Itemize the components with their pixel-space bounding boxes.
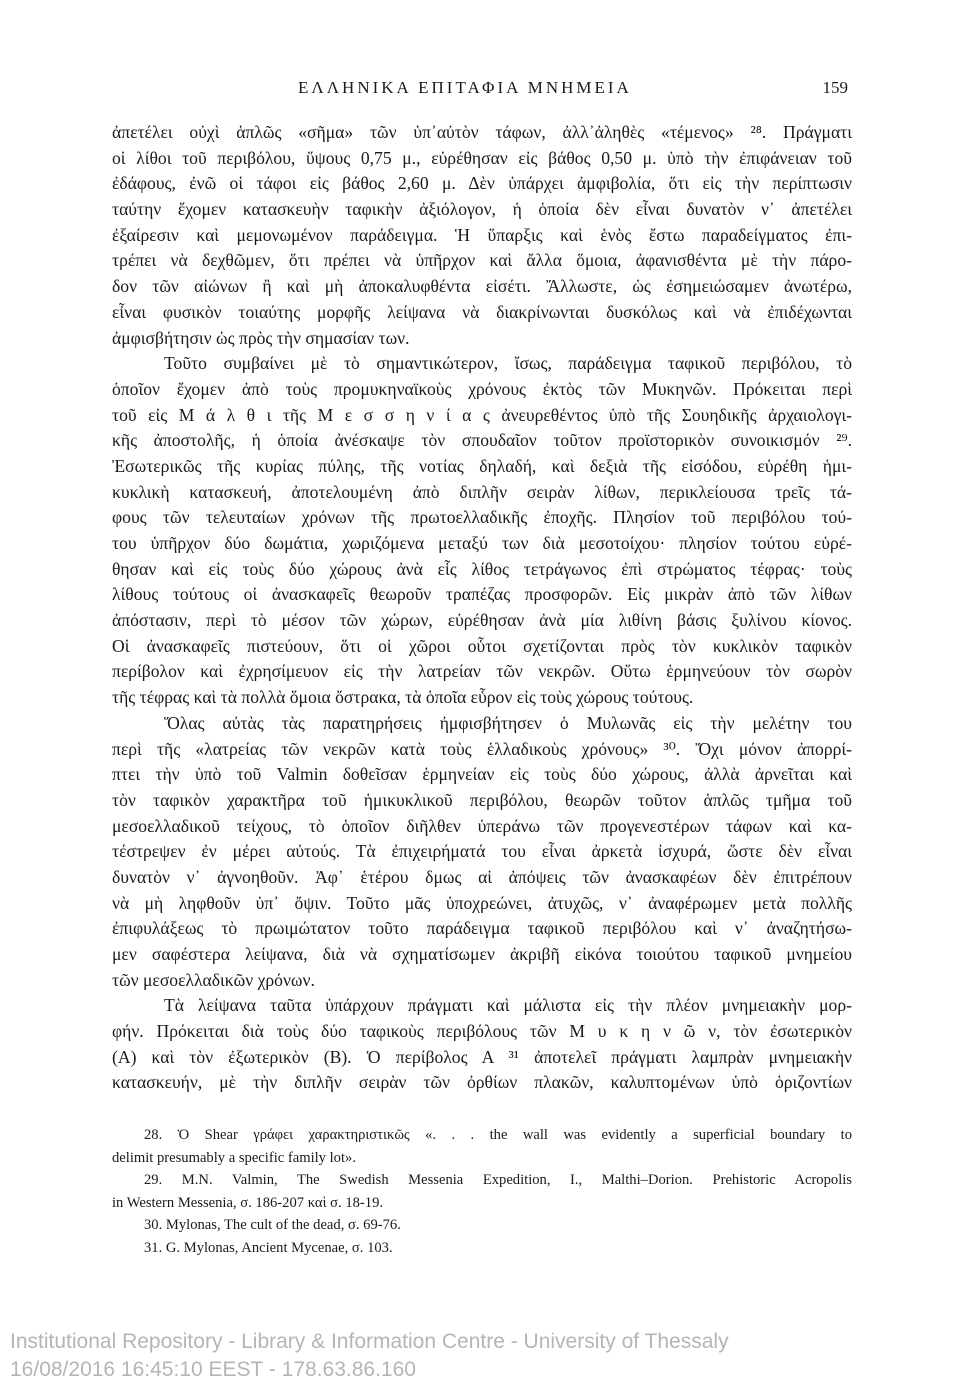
watermark-line: 16/08/2016 16:45:10 EEST - 178.63.86.160 xyxy=(10,1358,416,1381)
body-line: ἐξαίρεσιν καὶ μεμονωμένον παράδειγμα. Ἡ ὕπαρξις καὶ ἑνὸς ἔστω παραδείγματος ἐπι- xyxy=(112,224,852,245)
body-line: θησαν καὶ εἰς τοὺς δύο χώρους ἀνὰ εἷς λίθος τετράγωνος ἐπὶ στρώματος τέφρας· τοὺς xyxy=(112,558,852,579)
body-line: φους τῶν τελευταίων χρόνων τῆς πρωτοελλαδικῆς ἐποχῆς. Πλησίον τοῦ περιβόλου τού- xyxy=(112,507,852,528)
running-title: ΕΛΛΗΝΙΚΑ ΕΠΙΤΑΦΙΑ ΜΝΗΜΕΙΑ xyxy=(298,78,632,97)
body-line: ἐδάφους, ἐνῶ οἱ τάφοι εἰς βάθος 2,60 μ. Δὲν ὑπάρχει ἀμφιβολία, ὅτι εἰς τὴν περίπτωσιν xyxy=(112,173,852,194)
body-line: τοῦ εἰς Μ ά λ θ ι τῆς Μ ε σ σ η ν ί α ς ἀνευρεθέντος ὑπὸ τῆς Σουηδικῆς ἀρχαιολογι- xyxy=(112,404,852,425)
body-text xyxy=(112,120,852,1096)
body-line: ταύτην ἔχομεν κατασκευὴν ταφικὴν ἀξιόλογον, ἡ ὁποία δὲν εἶναι δυνατὸν ν᾽ ἀπετέλει xyxy=(112,199,852,220)
body-line: μεσοελλαδικοῦ τείχους, τὸ ὁποῖον διῆλθεν ὑπεράνω τῶν προγενεστέρων τάφων καὶ κα- xyxy=(112,815,852,836)
footnote-line: in Western Messenia, σ. 186-207 καὶ σ. 18-19. xyxy=(112,1194,384,1211)
body-line: δον τῶν αἰώνων ἢ καὶ μὴ ἀποκαλυφθέντα εἰσέτι. Ἄλλωστε, ὡς ἐσημειώσαμεν ἀνωτέρω, xyxy=(112,276,852,297)
body-line: ἀπετέλει οὐχὶ ἁπλῶς «σῆμα» τῶν ὑπ᾽αὐτὸν τάφων, ἀλλ᾽ἀληθὲς «τέμενος» ²⁸. Πράγματι xyxy=(112,122,852,142)
body-line: Τοῦτο συμβαίνει μὲ τὸ σημαντικώτερον, ἴσως, παράδειγμα ταφικοῦ περιβόλου, τὸ xyxy=(164,353,852,374)
body-line: τῆς τέφρας καὶ τὰ πολλὰ ὅμοια ὄστρακα, τὰ ὁποῖα εὗρον εἰς τοὺς χώρους τούτους. xyxy=(112,687,694,708)
body-line: μεν σαφέστερα λείψανα, διὰ νὰ σχηματίσωμεν ἀκριβῆ εἰκόνα τοιούτου ταφικοῦ μνημείου xyxy=(112,944,852,964)
body-line: ὁποῖον ἔχομεν ἀπὸ τοὺς προμυκηναϊκοὺς χρόνους ἐκτὸς τῶν Μυκηνῶν. Πρόκειται περὶ xyxy=(112,378,852,399)
body-line: (Α) καὶ τὸν ἐξωτερικὸν (Β). Ὁ περίβολος Α ³¹ ἀποτελεῖ πράγματι λαμπρὰν μνημειακὴν xyxy=(112,1046,852,1067)
body-line: Ἐσωτερικῶς τῆς κυρίας πύλης, τῆς νοτίας δηλαδή, καὶ δεξιὰ τῆς εἰσόδου, εὑρέθη ἡμι- xyxy=(112,455,852,476)
body-line: Ὅλας αὐτὰς τὰς παρατηρήσεις ἠμφισβήτησεν ὁ Μυλωνᾶς εἰς τὴν μελέτην του xyxy=(164,712,852,733)
body-line: τρέπει νὰ δεχθῶμεν, ὅτι πρέπει νὰ ὑπῆρχον καὶ ἄλλα ὅμοια, ἀφανισθέντα μὲ τὴν πάρο- xyxy=(112,250,852,271)
footnotes xyxy=(112,1124,852,1260)
body-line: πτει τὴν ὑπὸ τοῦ Valmin δοθεῖσαν ἑρμηνείαν εἰς τοὺς δύο χώρους, ἀλλὰ ἀρνεῖται καὶ xyxy=(112,764,852,785)
footnote-line: 29. M.N. Valmin, The Swedish Messenia Expedition, I., Malthi–Dorion. Prehistoric Acropolis xyxy=(144,1172,852,1189)
footnote-line: 30. Mylonas, The cult of the dead, σ. 69-76. xyxy=(144,1217,401,1234)
body-line: εἶναι φυσικὸν τοιαύτης μορφῆς λείψανα νὰ διακρίνωνται δυσκόλως καὶ νὰ ἐπιδέχωνται xyxy=(112,301,852,322)
watermark-line: Institutional Repository - Library & Information Centre - University of Thessaly xyxy=(10,1330,729,1353)
repository-watermark xyxy=(10,1328,729,1384)
body-line: περὶ τῆς «λατρείας τῶν νεκρῶν κατὰ τοὺς ἑλλαδικοὺς χρόνους» ³⁰. Ὄχι μόνον ἀπορρί- xyxy=(112,738,852,759)
body-line: ἀπόστασιν, περὶ τὸ μέσον τῶν χώρων, εὑρέθησαν ἀνὰ μία λιθίνη βάσις ξυλίνου κίονος. xyxy=(112,610,852,631)
body-line: ἐπιφυλάξεως τὸ πρωιμώτατον τοῦτο παράδειγμα ταφικοῦ περιβόλου καὶ ν᾽ ἀναζητήσω- xyxy=(112,918,852,939)
body-line: λίθους τούτους οἱ ἀνασκαφεῖς θεωροῦν τραπέζας προσφορῶν. Εἰς μικρὰν ἀπὸ τῶν λίθων xyxy=(112,584,852,605)
body-line: δυνατὸν ν᾽ ἀγνοηθοῦν. Ἀφ᾽ ἑτέρου δμως αἱ ἀπόψεις τῶν ἀνασκαφέων δὲν ἐπιτρέπουν xyxy=(112,866,852,887)
body-line: τῶν μεσοελλαδικῶν χρόνων. xyxy=(112,969,315,990)
body-line: φήν. Πρόκειται διὰ τοὺς δύο ταφικοὺς περιβόλους τῶν Μ υ κ η ν ῶ ν, τὸν ἐσωτερικὸν xyxy=(112,1021,852,1042)
page-header xyxy=(0,78,960,104)
body-line: κυκλικὴ κατασκευή, ἀποτελουμένη ἀπὸ διπλῆν σειρὰν λίθων, περικλείουσα τρεῖς τά- xyxy=(112,481,852,502)
body-line: περίβολον καὶ ἐχρησίμευον εἰς τὴν λατρείαν τῶν νεκρῶν. Οὕτω ἑρμηνεύουν τὸν σωρὸν xyxy=(112,661,852,682)
page-number: 159 xyxy=(822,78,848,97)
body-line: Τὰ λείψανα ταῦτα ὑπάρχουν πράγματι καὶ μάλιστα εἰς τὴν πλέον μνημειακὴν μορ- xyxy=(164,995,852,1016)
body-line: κῆς ἀποστολῆς, ἡ ὁποία ἀνέσκαψε τὸν σπουδαῖον τοῦτον προϊστορικὸν συνοικισμόν ²⁹. xyxy=(112,430,852,451)
body-line: τέστρεψεν ἐν μέρει αὐτούς. Τὰ ἐπιχειρήματά του εἶναι ἀρκετὰ ἰσχυρά, ὥστε δὲν εἶναι xyxy=(112,841,852,862)
body-line: οἱ λίθοι τοῦ περιβόλου, ὕψους 0,75 μ., εὑρέθησαν εἰς βάθος 0,50 μ. ὑπὸ τὴν ἐπιφάνειαν τοῦ xyxy=(112,147,852,168)
body-line: τὸν ταφικὸν χαρακτῆρα τοῦ ἡμικυκλικοῦ περιβόλου, θεωρῶν τοῦτον ἁπλῶς τμῆμα τοῦ xyxy=(112,789,852,810)
footnote-line: delimit presumably a specific family lot». xyxy=(112,1149,356,1166)
body-line: Οἱ ἀνασκαφεῖς πιστεύουν, ὅτι οἱ χῶροι οὗτοι σχετίζονται πρὸς τὸν κυκλικὸν ταφικὸν xyxy=(112,635,852,656)
footnote-line: 28. Ὁ Shear γράφει χαρακτηριστικῶς «. . . the wall was evidently a superficial boundary to xyxy=(144,1127,852,1143)
body-line: κατασκευήν, μὲ τὴν διπλῆν σειρὰν τῶν ὀρθίων πλακῶν, καλυπτομένων ὑπὸ ὁριζοντίων xyxy=(112,1072,852,1093)
body-line: του ὑπῆρχον δύο δωμάτια, χωριζόμενα μεταξύ των διὰ μεσοτοίχου· πλησίον τούτου εὑρέ- xyxy=(112,533,852,553)
body-line: ἀμφισβήτησιν ὡς πρὸς τὴν σημασίαν των. xyxy=(112,327,410,348)
footnote-line: 31. G. Mylonas, Ancient Mycenae, σ. 103. xyxy=(144,1239,393,1256)
body-line: νὰ μὴ ληφθοῦν ὑπ᾽ ὄψιν. Τοῦτο μᾶς ὑποχρεώνει, ἀτυχῶς, ν᾽ ἀναφέρωμεν μετὰ πολλῆς xyxy=(112,892,852,913)
